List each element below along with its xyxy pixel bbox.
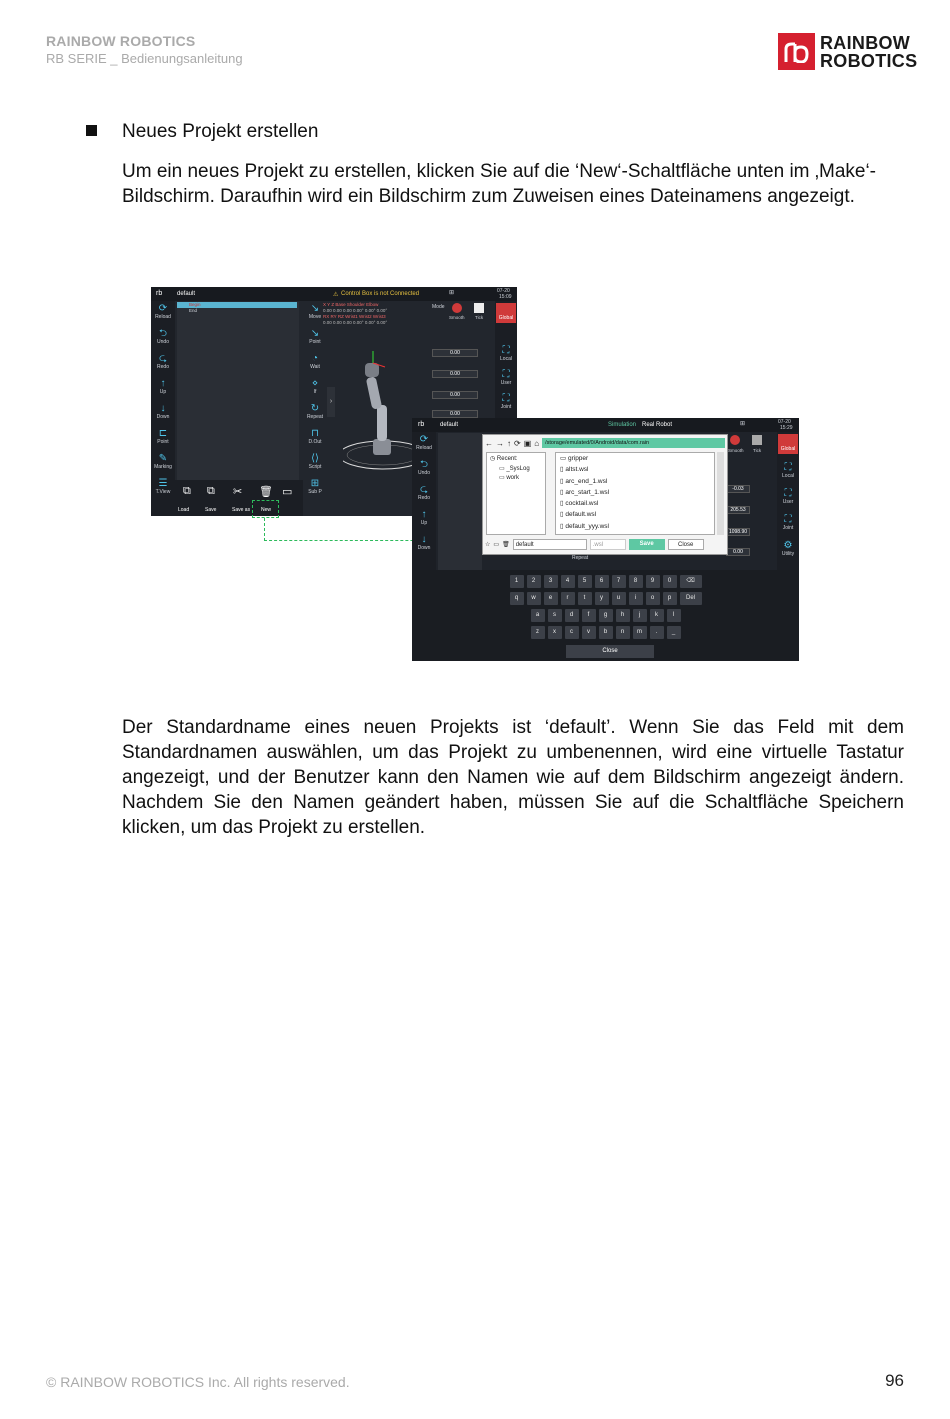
sidebar-down[interactable]: ↓ Down xyxy=(153,403,173,420)
local-frame-icon: ⛶ xyxy=(784,462,792,473)
folder-tree xyxy=(486,452,546,535)
frame-joint-button[interactable]: ⛶ Joint xyxy=(778,514,798,531)
key[interactable]: a xyxy=(531,609,545,622)
sidebar-up[interactable]: ↑ Up xyxy=(153,378,173,395)
key[interactable]: z xyxy=(531,626,545,639)
save-as-button[interactable]: Save as xyxy=(232,507,251,513)
page-number: 96 xyxy=(885,1371,904,1390)
keyboard-close-button[interactable]: Close xyxy=(566,645,654,658)
utility-icon: ⚙ xyxy=(783,540,793,551)
date: 07-20 xyxy=(778,419,791,425)
undo-icon: ⮌ xyxy=(158,328,167,339)
key[interactable]: k xyxy=(650,609,664,622)
save-icon: ⧉ xyxy=(207,485,215,497)
tick-label: Tick xyxy=(475,315,484,320)
keyboard-row-top xyxy=(412,592,799,605)
smooth-label: Smooth xyxy=(449,315,465,320)
view-icon[interactable]: ▣ xyxy=(523,438,532,448)
key[interactable]: g xyxy=(599,609,613,622)
cmd-dout[interactable]: ⊓ D.Out xyxy=(305,428,325,445)
coordinate-header: X Y Z Base Shoulder Elbow 0.00 0.00 0.00 0.00° 0.00° 0.00° RX RY RZ Wrist1 Wrist2 Wrist3 0.00 0.00 0.00 0.00° 0.00° 0.00° xyxy=(323,302,388,325)
home-icon[interactable]: ⌂ xyxy=(534,438,540,448)
footer-copyright: © RAINBOW ROBOTICS Inc. All rights reserved. xyxy=(46,1374,350,1390)
smooth-toggle[interactable] xyxy=(452,303,462,313)
repeat-icon: ↻ xyxy=(310,403,320,414)
new-button-highlight xyxy=(252,500,279,518)
smooth-toggle[interactable] xyxy=(730,435,740,445)
logo-rb-icon xyxy=(783,41,811,63)
header-brand: RAINBOW ROBOTICS xyxy=(46,33,196,49)
value-field-y[interactable]: 205.53 xyxy=(726,506,750,514)
file-item[interactable]: ▯ altst.wsl xyxy=(560,466,589,474)
topbar xyxy=(151,287,517,301)
body-paragraph: Der Standardname eines neuen Projekts ist ‘default’. Wenn Sie das Feld mit dem Standardnamen auswählen, um das Projekt zu umbenennen, wird eine virtuelle Tastatur angezeigt, und der Benutzer kann den Namen wie auf dem Bildschirm angezeigt ändern. Nachdem Sie den Namen geändert haben, müssen Sie auf die Schaltfläche Speichern klicken, um das Projekt zu erstellen. xyxy=(122,717,904,838)
file-list-scrollbar[interactable] xyxy=(717,452,724,535)
rb-icon: rb xyxy=(156,290,163,297)
key[interactable]: r xyxy=(561,592,575,605)
local-frame-icon: ⛶ xyxy=(502,345,510,356)
subprogram-icon: ⊞ xyxy=(310,478,320,489)
file-icon: ▯ xyxy=(560,488,564,496)
sidebar-point[interactable]: ⊏ Point xyxy=(153,428,173,445)
key[interactable]: i xyxy=(629,592,643,605)
key[interactable]: b xyxy=(599,626,613,639)
logo-mark xyxy=(778,33,815,70)
simulation-tab[interactable]: Simulation xyxy=(608,422,637,428)
key[interactable]: x xyxy=(548,626,562,639)
command-column xyxy=(303,301,325,501)
move-icon: ↘ xyxy=(310,303,320,314)
logo-text xyxy=(820,34,917,70)
arrow-down-icon: ↓ xyxy=(160,403,166,414)
point-icon: ↘ xyxy=(310,328,320,339)
time: 15:29 xyxy=(780,425,793,431)
dialog-save-button[interactable]: Save xyxy=(629,539,665,550)
path-field[interactable]: /storage/emulated/0/Android/data/com.rain xyxy=(542,438,725,448)
file-icon: ▯ xyxy=(560,511,564,519)
joint-frame-icon: ⛶ xyxy=(784,514,792,525)
key[interactable]: _ xyxy=(667,626,681,639)
frame-user-button[interactable]: ⛶ User xyxy=(778,488,798,505)
project-title: default xyxy=(440,422,459,428)
new-icon: 🗑 xyxy=(259,486,273,498)
section-title: Neues Projekt erstellen xyxy=(122,121,319,142)
keyboard-row-bottom xyxy=(412,626,799,639)
wait-icon: ◔ xyxy=(311,353,319,364)
load-button[interactable]: Load xyxy=(178,507,190,513)
program-list[interactable] xyxy=(177,302,299,487)
frame-local-button[interactable]: ⛶ Local xyxy=(778,462,798,479)
delete-key[interactable]: Del xyxy=(680,592,702,605)
extension-field: .wsl xyxy=(590,539,626,550)
new-folder-icon[interactable]: ▭ xyxy=(493,542,500,548)
key[interactable]: q xyxy=(510,592,524,605)
utility-button[interactable]: ⚙ Utility xyxy=(778,540,798,557)
key[interactable]: h xyxy=(616,609,630,622)
key[interactable]: 8 xyxy=(629,575,643,588)
cmd-point[interactable]: ↘ Point xyxy=(305,328,325,345)
script-icon: ⟨⟩ xyxy=(311,453,319,464)
keyboard-row-middle xyxy=(412,609,799,622)
frame-local-button[interactable]: ⛶ Local xyxy=(496,345,516,362)
value-field-rx[interactable]: 0.00 xyxy=(726,548,750,556)
value-field-z[interactable]: 1098.90 xyxy=(726,528,750,536)
cmd-subp[interactable]: ⊞ Sub P xyxy=(305,478,325,495)
new-button[interactable]: New xyxy=(261,507,272,513)
sidebar-reload[interactable]: ⟳ Reload xyxy=(414,434,434,451)
dout-icon: ⊓ xyxy=(311,428,319,439)
point-icon: ⊏ xyxy=(158,428,168,439)
cmd-move[interactable]: ↘ Move xyxy=(305,303,325,320)
dialog-toolbar xyxy=(485,437,725,449)
sidebar-tview[interactable]: ☰ T.View xyxy=(153,478,173,495)
key[interactable]: t xyxy=(578,592,592,605)
export-icon: ▭ xyxy=(282,486,293,498)
mode-label: Mode xyxy=(432,304,445,310)
cmd-wait[interactable]: ◔ Wait xyxy=(305,353,325,370)
header-subtitle: RB SERIE _ Bedienungsanleitung xyxy=(46,51,243,66)
key[interactable]: 6 xyxy=(595,575,609,588)
project-title: default xyxy=(177,291,196,297)
file-icon: ▯ xyxy=(560,500,564,508)
value-field-rx[interactable]: 0.00 xyxy=(432,410,478,418)
left-sidebar xyxy=(151,301,175,516)
key[interactable]: y xyxy=(595,592,609,605)
frame-global-button[interactable]: Global xyxy=(778,434,798,454)
file-icon: ▯ xyxy=(560,477,564,485)
clock-icon: ◷ xyxy=(490,456,496,462)
back-arrow-icon[interactable]: ← xyxy=(485,438,493,448)
key[interactable]: 3 xyxy=(544,575,558,588)
arrow-down-icon: ↓ xyxy=(421,534,427,545)
dialog-close-button[interactable]: Close xyxy=(668,539,704,550)
sidebar-undo[interactable]: ⮌ Undo xyxy=(414,459,434,476)
connection-warning: Control Box is not Connected xyxy=(341,291,420,297)
reload-icon: ⟳ xyxy=(158,303,168,314)
sidebar-undo[interactable]: ⮌ Undo xyxy=(153,328,173,345)
key[interactable]: w xyxy=(527,592,541,605)
folder-icon: ▭ xyxy=(499,466,505,472)
key[interactable]: 4 xyxy=(561,575,575,588)
key[interactable]: 9 xyxy=(646,575,660,588)
sidebar-down[interactable]: ↓ Down xyxy=(414,534,434,551)
forward-arrow-icon[interactable]: → xyxy=(496,438,504,448)
frame-global-button[interactable]: Global xyxy=(496,303,516,323)
key[interactable]: o xyxy=(646,592,660,605)
tick-toggle[interactable] xyxy=(752,435,762,445)
bottom-file-bar xyxy=(175,480,303,516)
sidebar-up[interactable]: ↑ Up xyxy=(414,509,434,526)
save-button[interactable]: Save xyxy=(205,507,217,513)
value-field-z[interactable]: 0.00 xyxy=(432,391,478,399)
program-line-begin[interactable]: Begin xyxy=(177,302,297,308)
value-field-x[interactable]: 0.00 xyxy=(432,349,478,357)
file-item[interactable]: ▯ cocktail.wsl xyxy=(560,500,599,508)
key[interactable]: . xyxy=(650,626,664,639)
smooth-label: Smooth xyxy=(728,448,744,453)
company-logo xyxy=(778,33,917,70)
frame-joint-button[interactable]: ⛶ Joint xyxy=(496,393,516,410)
key[interactable]: s xyxy=(548,609,562,622)
reload-icon: ⟳ xyxy=(419,434,429,445)
value-field-x[interactable]: -0.03 xyxy=(726,485,750,493)
save-as-icon: ✂ xyxy=(233,486,243,498)
file-item[interactable]: ▯ default.wsl xyxy=(560,511,597,519)
rb-icon: rb xyxy=(418,421,425,428)
user-frame-icon: ⛶ xyxy=(784,488,792,499)
joint-frame-icon: ⛶ xyxy=(502,393,510,404)
key[interactable]: e xyxy=(544,592,558,605)
redo-icon: ⮎ xyxy=(419,484,428,495)
undo-icon: ⮌ xyxy=(419,459,428,470)
date: 07-20 xyxy=(497,288,510,294)
key[interactable]: l xyxy=(667,609,681,622)
value-field-y[interactable]: 0.00 xyxy=(432,370,478,378)
key[interactable]: v xyxy=(582,626,596,639)
key[interactable]: j xyxy=(633,609,647,622)
sidebar-redo[interactable]: ⮎ Redo xyxy=(414,484,434,501)
logo-line2: ROBOTICS xyxy=(820,50,918,71)
backspace-key[interactable]: ⌫ xyxy=(680,575,702,588)
key[interactable]: 0 xyxy=(663,575,677,588)
key[interactable]: f xyxy=(582,609,596,622)
key[interactable]: 1 xyxy=(510,575,524,588)
file-list xyxy=(555,452,715,535)
key[interactable]: 7 xyxy=(612,575,626,588)
repeat-label: Repeat xyxy=(572,555,589,561)
key[interactable]: 2 xyxy=(527,575,541,588)
topbar xyxy=(412,418,799,432)
tick-toggle[interactable] xyxy=(474,303,484,313)
key[interactable]: d xyxy=(565,609,579,622)
intro-paragraph: Um ein neues Projekt zu erstellen, klicken Sie auf die ‘New‘-Schaltfläche unten im ‚Make‘-Bildschirm. Daraufhin wird ein Bildschirm zum Zuweisen eines Dateinamens angezeigt. xyxy=(122,161,877,207)
virtual-keyboard xyxy=(412,570,799,661)
folder-syslog[interactable]: ▭ _SysLog xyxy=(499,466,530,472)
frame-user-button[interactable]: ⛶ User xyxy=(496,369,516,386)
sidebar-marking[interactable]: ✎ Marking xyxy=(154,453,172,470)
bullet-square-icon xyxy=(86,125,97,136)
filename-input[interactable]: default xyxy=(513,539,587,550)
user-frame-icon: ⛶ xyxy=(502,369,510,380)
warning-icon: ⚠ xyxy=(333,292,339,298)
file-item[interactable]: ▯ arc_end_1.wsl xyxy=(560,477,608,485)
cmd-if[interactable]: ⋄ If xyxy=(305,378,325,395)
folder-icon: ▭ xyxy=(560,455,567,462)
arrow-up-icon: ↑ xyxy=(160,378,166,389)
favorite-star-icon[interactable]: ☆ xyxy=(485,542,491,548)
file-item[interactable]: ▯ default_yyy.wsl xyxy=(560,522,609,530)
dialog-bottom-bar xyxy=(485,538,725,551)
sidebar-reload[interactable]: ⟳ Reload xyxy=(153,303,173,320)
connector-line-vertical xyxy=(264,518,265,541)
file-save-dialog xyxy=(482,434,728,555)
keyboard-row-numbers xyxy=(412,575,799,588)
folder-icon: ▭ xyxy=(499,475,505,481)
load-icon: ⧉ xyxy=(183,485,191,497)
key[interactable]: m xyxy=(633,626,647,639)
file-item[interactable]: ▭ gripper xyxy=(560,455,589,462)
file-icon: ▯ xyxy=(560,466,564,474)
redo-icon: ⮎ xyxy=(158,353,167,364)
refresh-icon[interactable]: ⟳ xyxy=(514,438,521,448)
real-robot-tab[interactable]: Real Robot xyxy=(642,422,673,428)
up-arrow-icon[interactable]: ↑ xyxy=(507,438,511,448)
key[interactable]: 5 xyxy=(578,575,592,588)
network-icon: ⊞ xyxy=(449,290,455,296)
time: 15:09 xyxy=(499,294,512,300)
save-dialog-screenshot xyxy=(412,418,799,661)
tick-label: Tick xyxy=(753,448,762,453)
arrow-up-icon: ↑ xyxy=(421,509,427,520)
marking-icon: ✎ xyxy=(158,453,168,464)
if-icon: ⋄ xyxy=(311,378,319,389)
network-icon: ⊞ xyxy=(740,421,746,427)
sidebar-redo[interactable]: ⮎ Redo xyxy=(153,353,173,370)
folder-work[interactable]: ▭ work xyxy=(499,475,520,481)
logo-line1: RAINBOW xyxy=(820,32,911,53)
key[interactable]: n xyxy=(616,626,630,639)
key[interactable]: p xyxy=(663,592,677,605)
file-item[interactable]: ▯ arc_start_1.wsl xyxy=(560,488,610,496)
file-icon: ▯ xyxy=(560,522,564,530)
cmd-script[interactable]: ⟨⟩ Script xyxy=(305,453,325,470)
recent-item[interactable]: ◷ Recent: xyxy=(490,456,518,462)
cmd-repeat[interactable]: ↻ Repeat xyxy=(306,403,324,420)
panel-toggle-arrow[interactable]: › xyxy=(327,387,335,417)
program-list[interactable] xyxy=(438,433,482,570)
key[interactable]: u xyxy=(612,592,626,605)
tree-view-icon: ☰ xyxy=(158,478,168,489)
key[interactable]: c xyxy=(565,626,579,639)
delete-icon[interactable]: 🗑 xyxy=(502,542,510,548)
program-line-end[interactable]: End xyxy=(189,308,198,313)
